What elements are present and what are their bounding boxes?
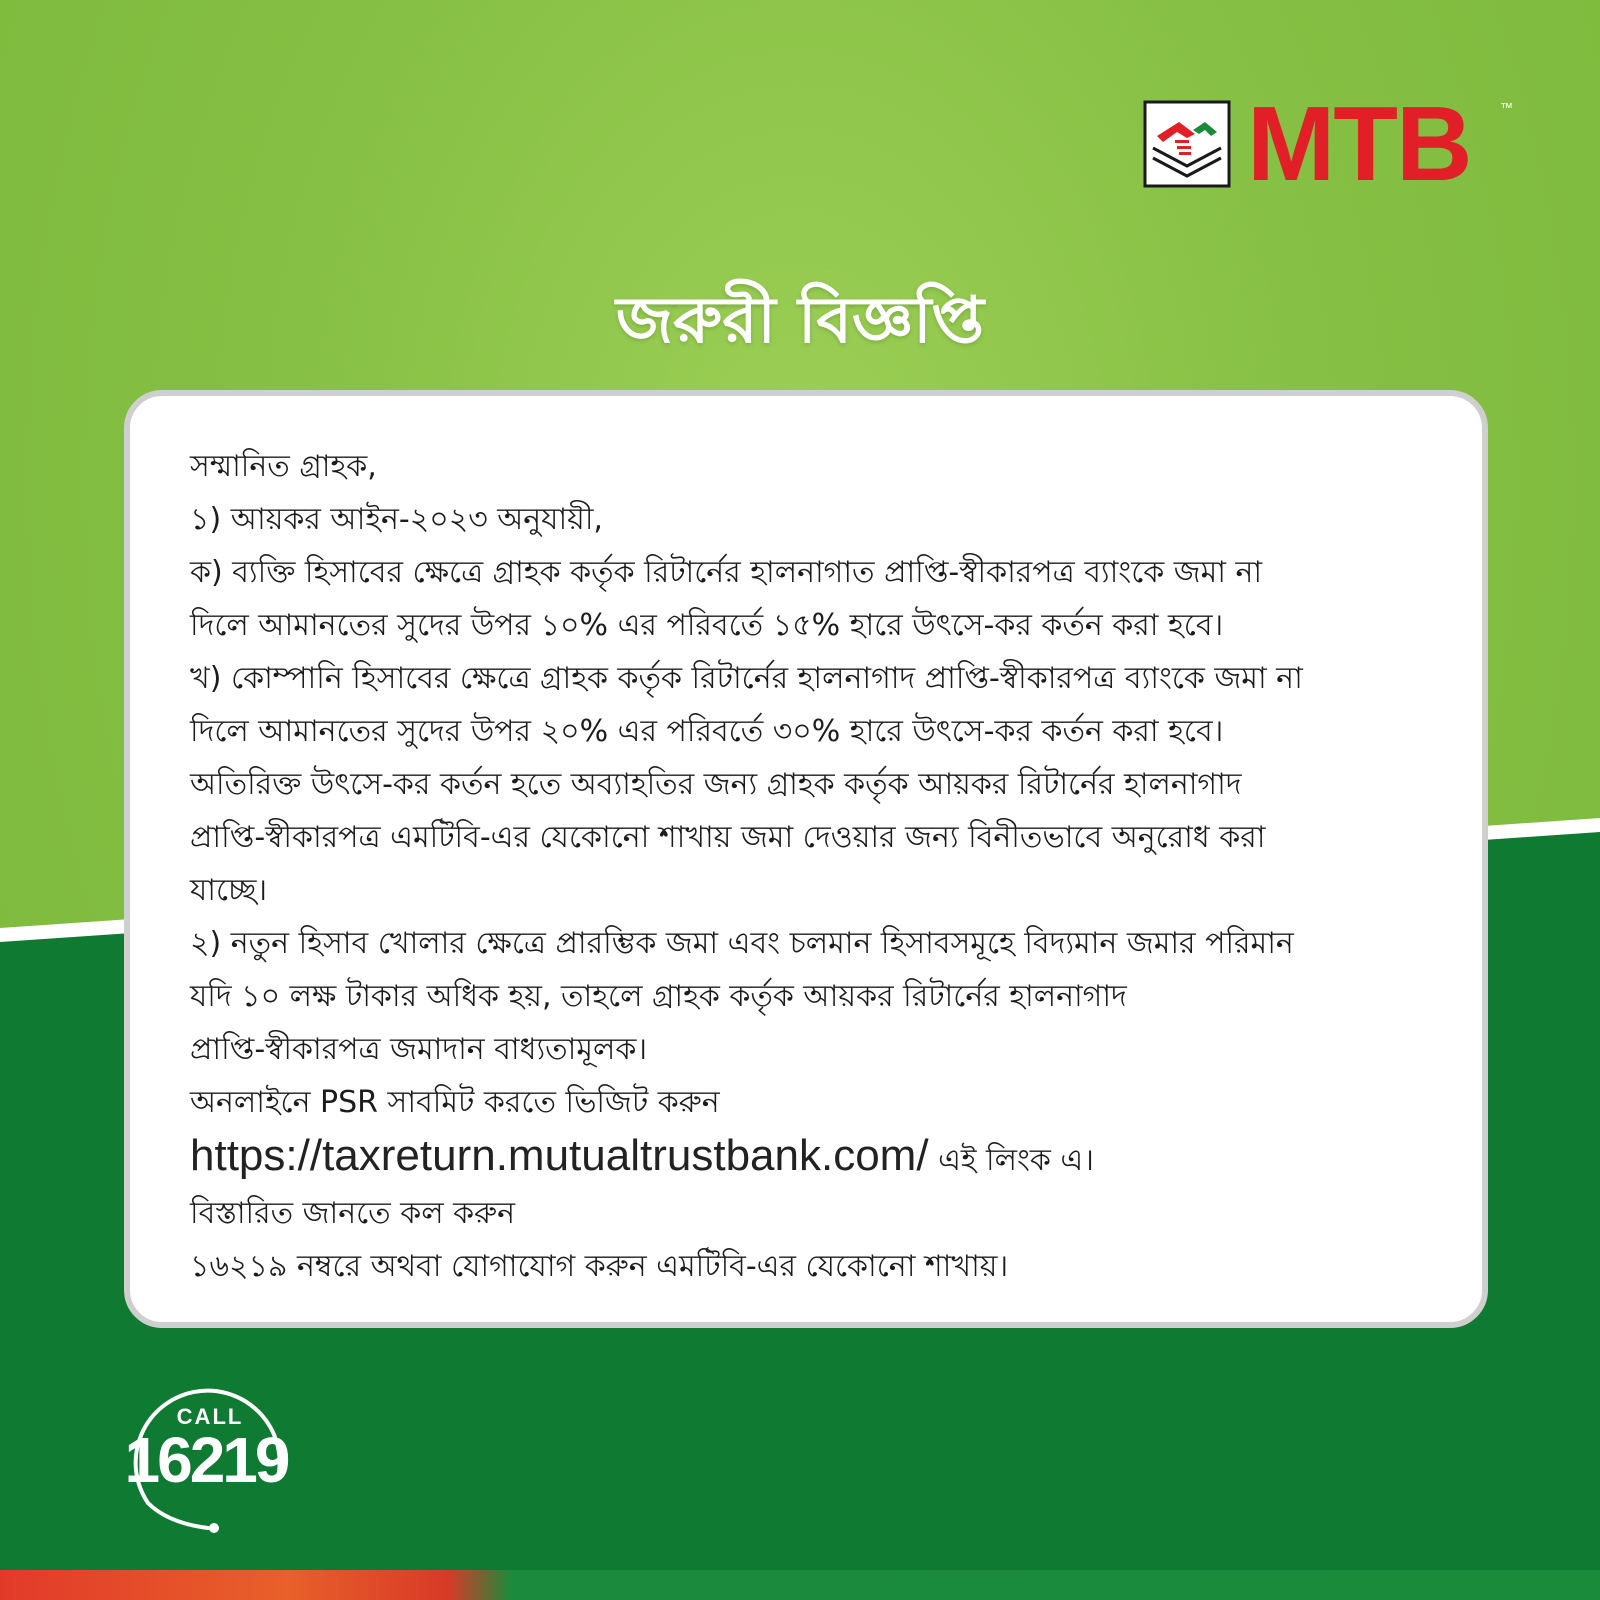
notice-line: ১) আয়কর আইন-২০২৩ অনুযায়ী,: [190, 502, 603, 537]
call-number: 16219: [124, 1424, 288, 1496]
notice-line: প্রাপ্তি-স্বীকারপত্র এমটিবি-এর যেকোনো শাখায় জমা দেওয়ার জন্য বিনীতভাবে অনুরোধ করা: [190, 820, 1266, 855]
notice-line: ক) ব্যক্তি হিসাবের ক্ষেত্রে গ্রাহক কর্তৃক রিটার্নের হালনাগাত প্রাপ্তি-স্বীকারপত্র ব্যাংকে জমা না: [190, 555, 1263, 590]
notice-line: যাচ্ছে।: [190, 873, 268, 908]
notice-line: ১৬২১৯ নম্বরে অথবা যোগাযোগ করুন এমটিবি-এর যেকোনো শাখায়।: [190, 1249, 1009, 1284]
taxreturn-link[interactable]: https://taxreturn.mutualtrustbank.com/: [190, 1131, 929, 1180]
url-line: [190, 1129, 1440, 1187]
page-title: জরুরী বিজ্ঞপ্তি: [615, 284, 985, 358]
bottom-color-strip: [0, 1570, 1600, 1600]
headset-mic-icon: [209, 1523, 219, 1533]
notice-body: [190, 440, 1440, 1293]
notice-line: অতিরিক্ত উৎসে-কর কর্তন হতে অব্যাহতির জন্য গ্রাহক কর্তৃক আয়কর রিটার্নের হালনাগাদ: [190, 767, 1242, 802]
call-badge: [118, 1388, 308, 1538]
notice-line: ২) নতুন হিসাব খোলার ক্ষেত্রে প্রারম্ভিক জমা এবং চলমান হিসাবসমূহে বিদ্যমান জমার পরিমান: [190, 926, 1294, 961]
notice-line: বিস্তারিত জানতে কল করুন: [190, 1196, 516, 1231]
notice-line: যদি ১০ লক্ষ টাকার অধিক হয়, তাহলে গ্রাহক কর্তৃক আয়কর রিটার্নের হালনাগাদ: [190, 979, 1127, 1014]
notice-line: প্রাপ্তি-স্বীকারপত্র জমাদান বাধ্যতামূলক।: [190, 1032, 648, 1067]
trademark-symbol: ™: [1500, 100, 1513, 115]
notice-line: সম্মানিত গ্রাহক,: [190, 449, 377, 484]
handshake-logo-icon: [1143, 100, 1231, 188]
link-suffix: এই লিংক এ।: [928, 1143, 1094, 1178]
call-label: CALL: [176, 1404, 244, 1429]
brand-name: MTB: [1247, 85, 1471, 203]
notice-line: দিলে আমানতের সুদের উপর ১০% এর পরিবর্তে ১৫% হারে উৎসে-কর কর্তন করা হবে।: [190, 608, 1224, 643]
notice-line: অনলাইনে PSR সাবমিট করতে ভিজিট করুন: [190, 1085, 720, 1120]
mtb-logo: [1143, 85, 1471, 203]
notice-line: দিলে আমানতের সুদের উপর ২০% এর পরিবর্তে ৩০% হারে উৎসে-কর কর্তন করা হবে।: [190, 714, 1224, 749]
notice-line: খ) কোম্পানি হিসাবের ক্ষেত্রে গ্রাহক কর্তৃক রিটার্নের হালনাগাদ প্রাপ্তি-স্বীকারপত্র ব্যাংকে জমা না: [190, 661, 1303, 696]
